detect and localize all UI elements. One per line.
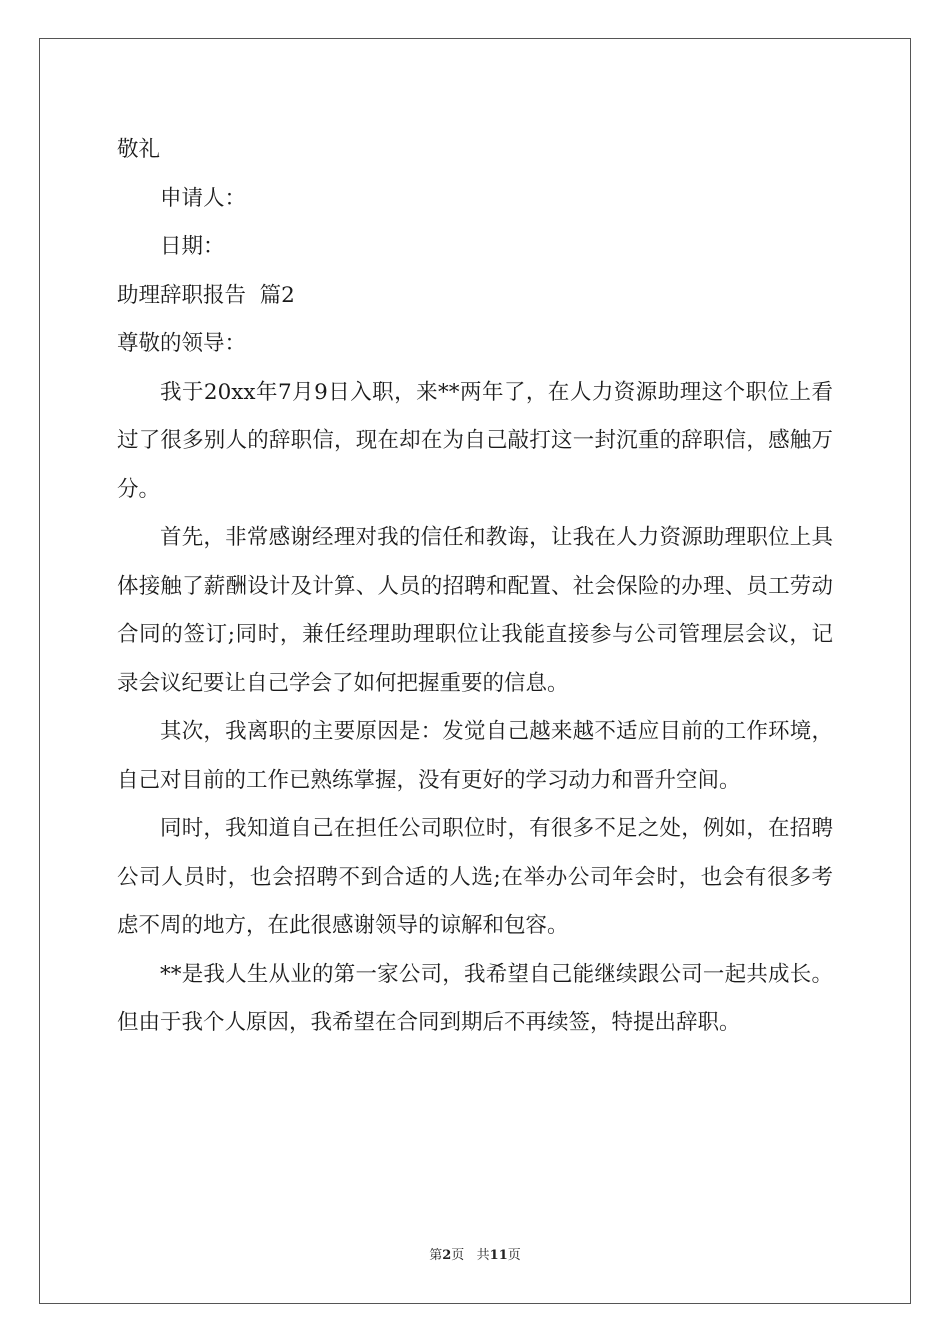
footer-total-pages: 11 bbox=[489, 1248, 508, 1263]
footer-prefix: 第 bbox=[429, 1248, 443, 1263]
paragraph-3: 其次，我离职的主要原因是：发觉自己越来越不适应目前的工作环境，自己对目前的工作已熟练掌握，没有更好的学习动力和晋升空间。 bbox=[117, 719, 833, 793]
paragraph-1: 我于20xx年7月9日入职，来**两年了，在人力资源助理这个职位上看过了很多别人的辞职信，现在却在为自己敲打这一封沉重的辞职信，感触万分。 bbox=[117, 379, 833, 502]
paragraph-2: 首先，非常感谢经理对我的信任和教诲，让我在人力资源助理职位上具体接触了薪酬设计及计算、人员的招聘和配置、社会保险的办理、员工劳动合同的签订;同时，兼任经理助理职位让我能直接参与公司管理层会议，记录会议纪要让自己学会了如何把握重要的信息。 bbox=[117, 525, 833, 696]
applicant-label: 申请人： bbox=[160, 185, 247, 211]
footer-current-page: 2 bbox=[442, 1248, 452, 1263]
date-label: 日期： bbox=[160, 234, 225, 259]
section-title: 助理辞职报告 篇2 bbox=[117, 282, 295, 308]
paragraph-5: **是我人生从业的第一家公司，我希望自己能继续跟公司一起共成长。但由于我个人原因，我希望在合同到期后不再续签，特提出辞职。 bbox=[117, 961, 833, 1035]
page-footer bbox=[0, 1248, 950, 1264]
salutation: 尊敬的领导： bbox=[117, 331, 247, 356]
document-body bbox=[117, 126, 833, 1048]
closing-line: 敬礼 bbox=[117, 137, 161, 162]
paragraph-4: 同时，我知道自己在担任公司职位时，有很多不足之处，例如，在招聘公司人员时，也会招聘不到合适的人选;在举办公司年会时，也会有很多考虑不周的地方，在此很感谢领导的谅解和包容。 bbox=[117, 816, 833, 938]
footer-middle: 页 共 bbox=[451, 1248, 490, 1263]
footer-suffix: 页 bbox=[507, 1248, 521, 1263]
